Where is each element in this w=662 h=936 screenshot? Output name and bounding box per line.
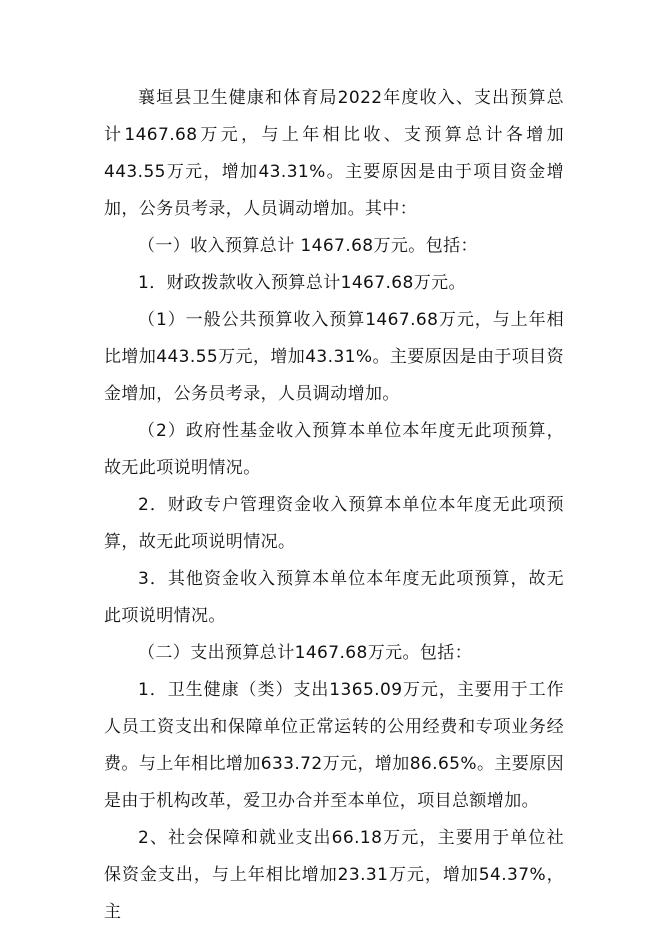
- paragraph-expenditure-total: （二）支出预算总计1467.68万元。包括：: [138, 643, 473, 663]
- paragraph-government-fund: （2）政府性基金收入预算本单位本年度无此项预算，故无此项说明情况。: [104, 421, 564, 478]
- paragraph-other-funds: 3．其他资金收入预算本单位本年度无此项预算，故无此项说明情况。: [104, 569, 564, 626]
- paragraph-social-security-expenditure: 2、社会保障和就业支出66.18万元，主要用于单位社保资金支出，与上年相比增加23.31万元，增加54.37%，主: [104, 828, 564, 922]
- paragraph-general-public-budget: （1）一般公共预算收入预算1467.68万元，与上年相比增加443.55万元，增加43.31%。主要原因是由于项目资金增加，公务员考录，人员调动增加。: [104, 310, 564, 404]
- paragraph-fiscal-special-account: 2．财政专户管理资金收入预算本单位本年度无此项预算，故无此项说明情况。: [104, 495, 564, 552]
- paragraph-budget-summary: 襄垣县卫生健康和体育局2022年度收入、支出预算总计1467.68万元，与上年相比收、支预算总计各增加443.55万元，增加43.31%。主要原因是由于项目资金增加，公务员考录，人员调动增加。其中：: [104, 88, 564, 219]
- document-body: [104, 80, 564, 931]
- paragraph-fiscal-allocation: 1．财政拨款收入预算总计1467.68万元。: [138, 273, 466, 293]
- paragraph-health-expenditure: 1．卫生健康（类）支出1365.09万元，主要用于工作人员工资支出和保障单位正常运转的公用经费和专项业务经费。与上年相比增加633.72万元，增加86.65%。主要原因是由于机构改革，爱卫办合并至本单位，项目总额增加。: [104, 680, 564, 811]
- paragraph-income-total: （一）收入预算总计 1467.68万元。包括：: [138, 236, 478, 256]
